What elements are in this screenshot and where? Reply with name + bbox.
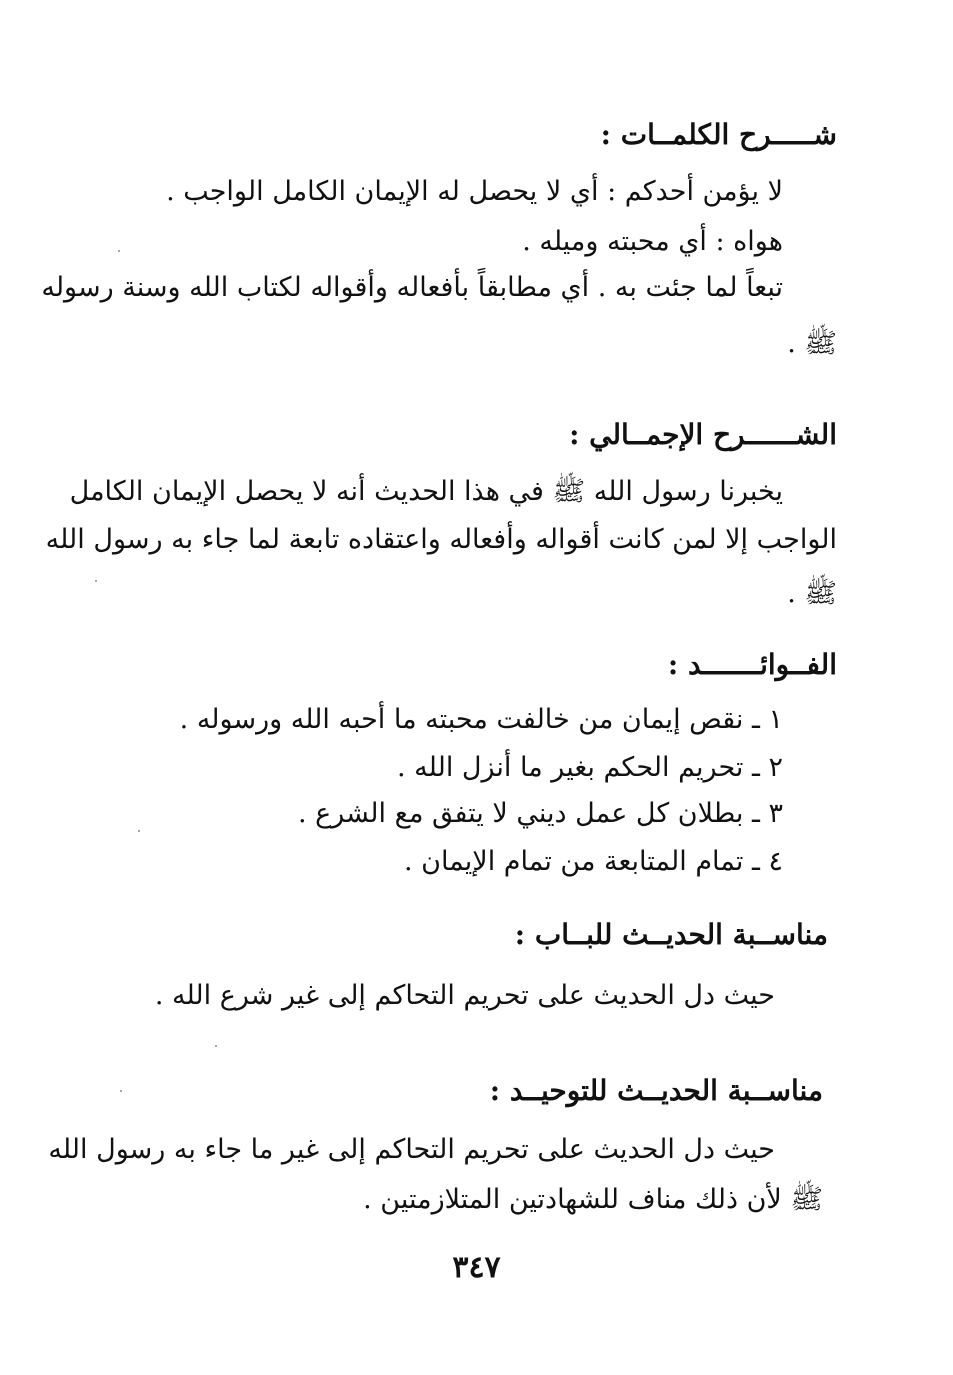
words-line-3: تبعاً لما جئت به . أي مطابقاً بأفعاله وأقواله لكتاب الله وسنة رسوله (41, 272, 783, 303)
scan-speck (95, 580, 97, 582)
relevance-chapter-line-1: حيث دل الحديث على تحريم التحاكم إلى غير شرع الله . (154, 980, 775, 1011)
relevance-chapter-heading: مناســبة الحديــث للبــاب : (514, 918, 828, 951)
summary-line-2: الواجب إلا لمن كانت أقواله وأفعاله واعتقاده تابعة لما جاء به رسول الله (45, 524, 837, 555)
benefit-item-3: ٣ ـ بطلان كل عمل ديني لا يتفق مع الشرع . (298, 798, 783, 829)
relevance-tawhid-line-1: حيث دل الحديث على تحريم التحاكم إلى غير ما جاء به رسول الله (48, 1134, 775, 1165)
benefit-item-2: ٢ ـ تحريم الحكم بغير ما أنزل الله . (397, 752, 783, 783)
relevance-tawhid-heading: مناســبة الحديــث للتوحيــد : (489, 1074, 823, 1107)
scan-speck (138, 830, 140, 832)
summary-line-1: يخبرنا رسول الله ﷺ في هذا الحديث أنه لا يحصل الإيمان الكامل (69, 476, 783, 507)
words-line-1: لا يؤمن أحدكم : أي لا يحصل له الإيمان الكامل الواجب . (166, 176, 783, 207)
summary-heading: الشــــــرح الإجمــالي : (569, 418, 837, 451)
benefit-item-4: ٤ ـ تمام المتابعة من تمام الإيمان . (403, 846, 783, 877)
page-number: ٣٤٧ (452, 1250, 501, 1285)
benefits-heading: الفــوائـــــــد : (667, 648, 837, 681)
relevance-tawhid-line-2: ﷺ لأن ذلك مناف للشهادتين المتلازمتين . (363, 1184, 823, 1215)
scan-speck (120, 1090, 122, 1092)
words-line-4: ﷺ . (787, 328, 837, 359)
words-heading: شـــــرح الكلمــات : (600, 118, 837, 151)
scan-speck (118, 250, 120, 252)
summary-line-3: ﷺ . (787, 578, 837, 609)
words-line-2: هواه : أي محبته وميله . (522, 226, 783, 257)
scan-speck (215, 1045, 217, 1047)
benefit-item-1: ١ ـ نقص إيمان من خالفت محبته ما أحبه الله ورسوله . (179, 704, 783, 735)
